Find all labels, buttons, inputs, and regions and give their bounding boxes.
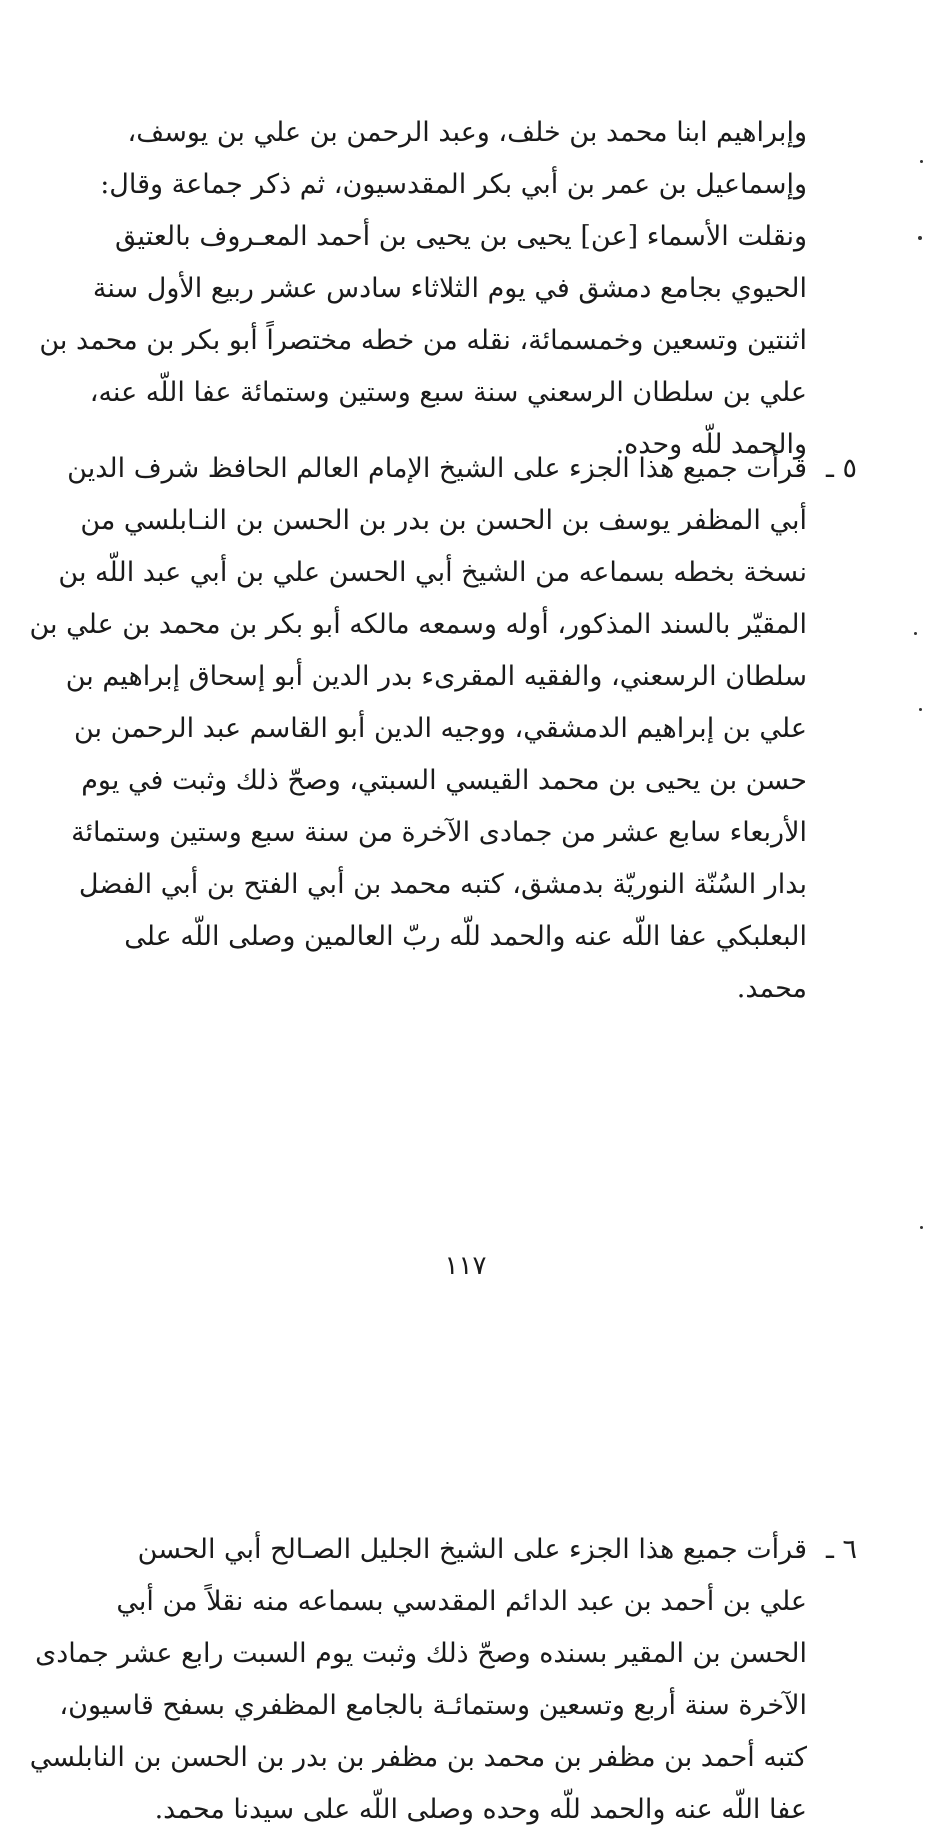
paragraph-6 [29, 1524, 857, 1836]
text-line: أبي المظفر يوسف بن الحسن بن بدر بن الحسن بن النـابلسي من [80, 505, 807, 536]
paragraph-continuation [39, 107, 807, 471]
paragraph-number: ٥ ـ [825, 453, 857, 484]
text-line: قرأت جميع هذا الجزء على الشيخ الإمام العالم الحافظ شرف الدين [67, 453, 807, 484]
text-line: وإبراهيم ابنا محمد بن خلف، وعبد الرحمن بن علي بن يوسف، [127, 117, 807, 148]
text-line: الأربعاء سابع عشر من جمادى الآخرة من سنة سبع وستين وستمائة [71, 817, 807, 848]
scan-speck [919, 708, 922, 711]
text-line: اثنتين وتسعين وخمسمائة، نقله من خطه مختصراً أبو بكر بن محمد بن [39, 325, 807, 356]
text-line: علي بن أحمد بن عبد الدائم المقدسي بسماعه منه نقلاً من أبي [116, 1586, 807, 1617]
paragraph-number: ٦ ـ [825, 1534, 857, 1565]
text-line: الآخرة سنة أربع وتسعين وستمائـة بالجامع المظفري بسفح قاسيون، [59, 1690, 807, 1721]
scan-speck [914, 632, 917, 635]
text-line: عفا اللّه عنه والحمد للّه وحده وصلى اللّه على سيدنا محمد. [154, 1794, 807, 1825]
text-line: بدار السُنّة النوريّة بدمشق، كتبه محمد بن أبي الفتح بن أبي الفضل [78, 869, 807, 900]
text-line: والحمد للّه وحده. [615, 429, 807, 460]
text-line: المقيّر بالسند المذكور، أوله وسمعه مالكه أبو بكر بن محمد بن علي بن [29, 609, 807, 640]
text-line: الحسن بن المقير بسنده وصحّ ذلك وثبت يوم السبت رابع عشر جمادى [35, 1638, 807, 1669]
text-line: علي بن سلطان الرسعني سنة سبع وستين وستمائة عفا اللّه عنه، [89, 377, 807, 408]
text-line: محمد. [736, 973, 807, 1004]
scan-speck [918, 236, 922, 240]
text-line: وإسماعيل بن عمر بن أبي بكر المقدسيون، ثم ذكر جماعة وقال: [100, 169, 807, 200]
text-line: ونقلت الأسماء [عن] يحيى بن يحيى بن أحمد المعـروف بالعتيق [115, 221, 807, 252]
page-number: ١١٧ [444, 1251, 487, 1281]
text-line: قرأت جميع هذا الجزء على الشيخ الجليل الصـالح أبي الحسن [137, 1534, 807, 1565]
text-line: سلطان الرسعني، والفقيه المقرىء بدر الدين أبو إسحاق إبراهيم بن [65, 661, 807, 692]
scan-speck [920, 160, 923, 163]
text-line: الحيوي بجامع دمشق في يوم الثلاثاء سادس عشر ربيع الأول سنة [92, 273, 807, 304]
text-line: كتبه أحمد بن مظفر بن محمد بن مظفر بن بدر بن الحسن بن النابلسي [29, 1742, 807, 1773]
scan-speck [920, 1226, 923, 1229]
text-line: نسخة بخطه بسماعه من الشيخ أبي الحسن علي بن أبي عبد اللّه بن [58, 557, 807, 588]
text-line: علي بن إبراهيم الدمشقي، ووجيه الدين أبو القاسم عبد الرحمن بن [73, 713, 807, 744]
text-line: البعلبكي عفا اللّه عنه والحمد للّه ربّ العالمين وصلى اللّه على [124, 921, 807, 952]
text-line: حسن بن يحيى بن محمد القيسي السبتي، وصحّ ذلك وثبت في يوم [81, 765, 807, 796]
paragraph-5 [29, 443, 857, 1015]
